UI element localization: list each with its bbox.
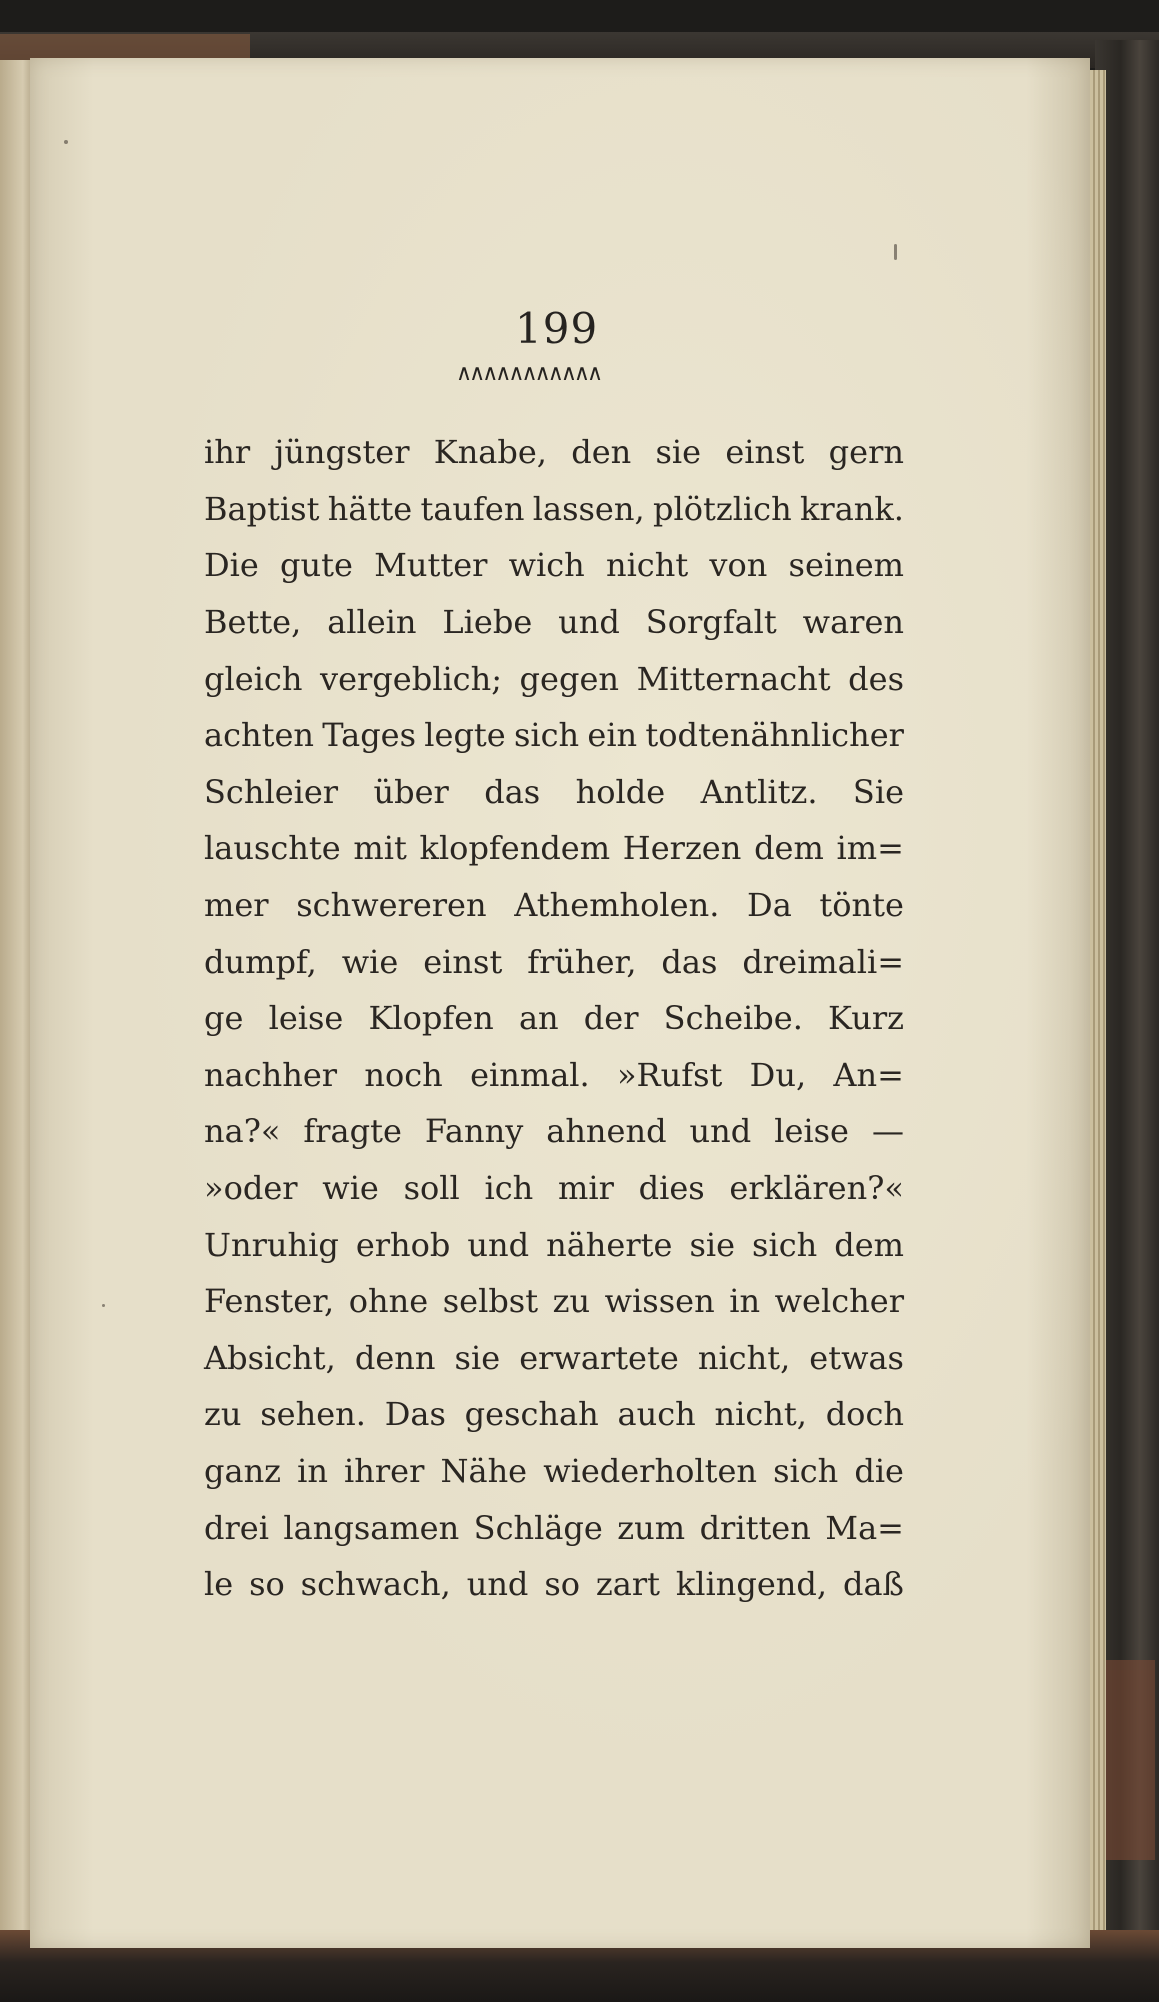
word: ihr [204,433,251,472]
text-line [204,1499,904,1556]
word: von [709,546,768,585]
word: zu [204,1395,242,1434]
ornament-rule: ∧∧∧∧∧∧∧∧∧∧∧ [456,361,601,386]
text-line [204,650,904,707]
word: Schleier [204,772,339,811]
paper-mark [894,244,897,260]
word: Kurz [828,999,904,1038]
word: das [484,772,541,811]
word: legte [424,716,506,755]
word: und [467,1225,530,1264]
word: Knabe, [433,433,547,472]
word: zum [617,1508,686,1547]
word: an [518,999,559,1038]
word: noch [364,1055,443,1094]
word: sich [513,716,580,755]
word: etwas [809,1338,904,1377]
word: dies [638,1169,705,1208]
text-line [204,764,904,821]
word: und [466,1565,529,1604]
word: der [583,999,639,1038]
word: vergeblich; [319,659,502,698]
word: und [689,1112,752,1151]
word: zart [595,1565,660,1604]
word: ge [204,999,244,1038]
word: geschah [464,1395,599,1434]
word: An= [833,1055,904,1094]
word: nicht [605,546,689,585]
word: Fenster, [204,1282,335,1321]
word: todtenähnlicher [645,716,904,755]
word: näherte [546,1225,673,1264]
text-line [204,1386,904,1443]
word: Da [747,886,792,925]
word: dritten [699,1508,811,1547]
word: wissen [604,1282,715,1321]
word: gern [828,433,904,472]
word: Athemholen. [514,886,720,925]
word: einst [423,942,503,981]
word: dumpf, [204,942,317,981]
text-line [204,1330,904,1387]
word: gute [280,546,353,585]
word: fragte [303,1112,402,1151]
body-text [204,424,904,1612]
word: gleich [204,659,303,698]
word: einmal. [470,1055,590,1094]
word: erwartete [519,1338,679,1377]
word: im= [836,829,904,868]
word: taufen [420,489,525,528]
word: die [854,1451,904,1490]
word: mit [353,829,407,868]
word: leise [268,999,344,1038]
word: jüngster [274,433,410,472]
text-line [204,990,904,1047]
word: zu [552,1282,591,1321]
word: wich [508,546,585,585]
word: wie [341,942,399,981]
text-line [204,1216,904,1273]
word: sehen. [260,1395,366,1434]
word: leise [774,1112,849,1151]
word: das [661,942,718,981]
word: Sie [852,772,904,811]
word: einst [725,433,805,472]
word: früher, [527,942,637,981]
text-line [204,1443,904,1500]
word: klingend, [675,1565,828,1604]
text-line [204,424,904,481]
word: in [297,1451,328,1490]
word: Das [384,1395,446,1434]
text-line [204,1273,904,1330]
page-number: 199 [515,304,599,353]
word: so [249,1565,285,1604]
word: sich [752,1225,818,1264]
word: in [729,1282,761,1321]
word: Liebe [442,603,533,642]
text-line [204,1160,904,1217]
word: Scheibe. [663,999,803,1038]
word: — [871,1112,904,1151]
word: na?« [204,1112,281,1151]
word: le [204,1565,234,1604]
word: ein [587,716,638,755]
word: Unruhig [204,1225,339,1264]
word: Die [204,546,259,585]
word: klopfendem [419,829,611,868]
word: soll [403,1169,460,1208]
word: Schläge [473,1508,603,1547]
word: achten [204,716,315,755]
word: Fanny [424,1112,524,1151]
word: lauschte [204,829,341,868]
word: Absicht, [204,1338,336,1377]
word: erhob [355,1225,451,1264]
text-line [204,820,904,877]
word: Mutter [374,546,488,585]
word: Bette, [204,603,302,642]
word: dem [834,1225,904,1264]
text-line [204,537,904,594]
text-line [204,877,904,934]
word: mir [557,1169,614,1208]
word: mer [204,886,269,925]
word: so [544,1565,580,1604]
word: wie [322,1169,379,1208]
text-line [204,1103,904,1160]
word: sie [454,1338,501,1377]
word: welcher [774,1282,904,1321]
text-line [204,481,904,538]
word: wiederholten [543,1451,757,1490]
word: doch [825,1395,904,1434]
word: langsamen [283,1508,460,1547]
word: lassen, [532,489,645,528]
word: sich [773,1451,839,1490]
word: seinem [788,546,904,585]
word: gegen [519,659,619,698]
word: drei [204,1508,269,1547]
text-line [204,1047,904,1104]
word: ahnend [546,1112,667,1151]
word: Mitternacht [636,659,831,698]
word: den [571,433,632,472]
word: Klopfen [368,999,494,1038]
word: des [848,659,904,698]
word: über [373,772,449,811]
text-line [204,707,904,764]
word: plötzlich [652,489,792,528]
word: nicht, [697,1338,791,1377]
word: nicht, [714,1395,807,1434]
word: Baptist [204,489,320,528]
word: ihrer [344,1451,425,1490]
text-line [204,933,904,990]
word: Nähe [440,1451,528,1490]
word: daß [842,1565,904,1604]
word: denn [354,1338,436,1377]
word: sie [655,433,702,472]
word: tönte [819,886,904,925]
word: und [558,603,620,642]
text-line [204,594,904,651]
paper-speck [102,1304,105,1307]
word: schwach, [300,1565,451,1604]
word: ganz [204,1451,282,1490]
word: selbst [442,1282,539,1321]
word: krank. [800,489,904,528]
word: dreimali= [742,942,904,981]
word: Herzen [622,829,742,868]
word: »Rufst [616,1055,723,1094]
word: erklären?« [729,1169,904,1208]
text-line [204,1556,904,1613]
word: Antlitz. [700,772,818,811]
word: hätte [327,489,413,528]
word: Sorgfalt [645,603,777,642]
word: ohne [348,1282,429,1321]
paper-speck [64,140,68,144]
word: auch [617,1395,696,1434]
word: nachher [204,1055,338,1094]
word: Du, [749,1055,807,1094]
word: waren [802,603,904,642]
word: allein [327,603,417,642]
word: dem [754,829,824,868]
word: ich [484,1169,534,1208]
word: holde [575,772,666,811]
word: sie [689,1225,736,1264]
word: »oder [204,1169,298,1208]
word: Tages [322,716,417,755]
word: schwereren [296,886,487,925]
word: Ma= [825,1508,904,1547]
